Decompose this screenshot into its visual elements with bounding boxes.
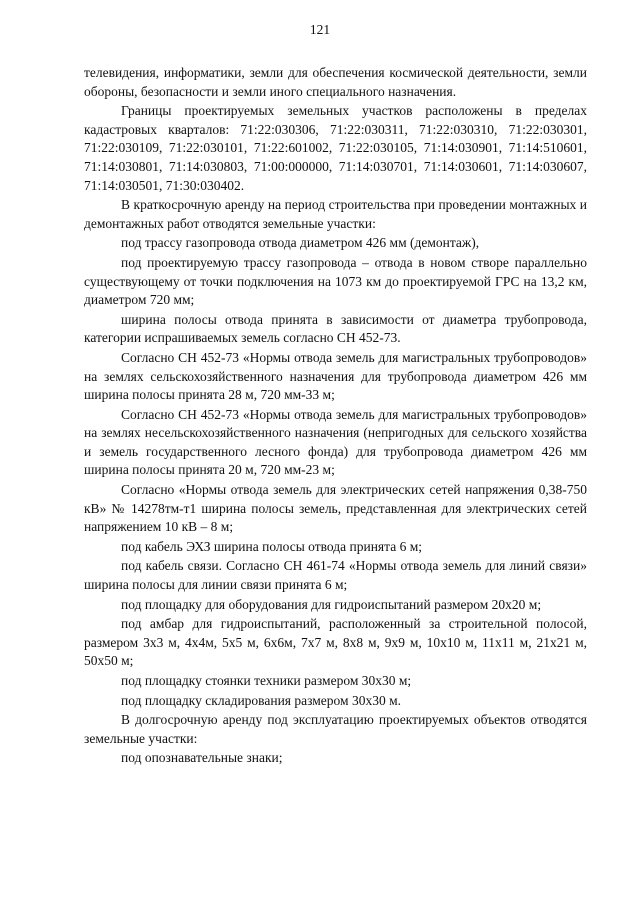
paragraph: Согласно СН 452-73 «Нормы отвода земель для магистральных трубопроводов» на землях сельскохозяйственного назначения для трубопровода диаметром 426 мм ширина полосы принята 28 м, 720 мм-33 м; bbox=[84, 349, 587, 403]
paragraph: под площадку складирования размером 30х30 м. bbox=[121, 692, 402, 708]
paragraph: под трассу газопровода отвода диаметром 426 мм (демонтаж), bbox=[121, 235, 480, 251]
paragraph: Согласно СН 452-73 «Нормы отвода земель для магистральных трубопроводов» на землях несельскохозяйственного назначения (непригодных для сельского хозяйства и земель государственного лесного фонда) для трубопровода диаметром 426 мм ширина полосы принята 20 м, 720 мм-23 м; bbox=[84, 406, 587, 478]
paragraph: Согласно «Нормы отвода земель для электрических сетей напряжения 0,38-750 кВ» № 14278тм-т1 ширина полосы земель, представленная для электрических сетей напряжением 10 кВ – 8 м; bbox=[84, 482, 587, 535]
paragraph: под амбар для гидроиспытаний, расположенный за строительной полосой, размером 3х3 м, 4х4м, 5х5 м, 6х6м, 7х7 м, 8х8 м, 9х9 м, 10х10 м, 11х11 м, 21х21 м, 50х50 м; bbox=[84, 616, 587, 669]
paragraph: под опознавательные знаки; bbox=[121, 750, 283, 766]
paragraph: под кабель ЭХЗ ширина полосы отвода принята 6 м; bbox=[121, 538, 422, 554]
paragraph: В краткосрочную аренду на период строительства при проведении монтажных и демонтажных работ отводятся земельные участки: bbox=[84, 197, 587, 231]
paragraph: под площадку для оборудования для гидроиспытаний размером 20х20 м; bbox=[121, 596, 542, 612]
page-number: 121 bbox=[309, 22, 331, 37]
paragraph: В долгосрочную аренду под эксплуатацию проектируемых объектов отводятся земельные участки: bbox=[84, 712, 587, 746]
document-body bbox=[84, 64, 587, 768]
paragraph: Границы проектируемых земельных участков расположены в пределах кадастровых кварталов: 71:22:030306, 71:22:030311, 71:22:030310, 71:22:030301, 71:22:030109, 71:22:030101, 71:22:601002, 71:22:030105, 71:14:030901, 71:14:510601, 71:14:030801, 71:14:030803, 71:00:000000, 71:14:030701, 71:14:030601, 71:14:030607, 71:14:030501, 71:30:030402. bbox=[84, 103, 587, 193]
paragraph: под проектируемую трассу газопровода – отвода в новом створе параллельно существующему от точки подключения на 1073 км до проектируемой ГРС на 13,2 км, диаметром 720 мм; bbox=[84, 254, 587, 308]
paragraph: ширина полосы отвода принята в зависимости от диаметра трубопровода, категории испрашиваемых земель согласно СН 452-73. bbox=[84, 311, 587, 346]
paragraph: под кабель связи. Согласно СН 461-74 «Нормы отвода земель для линий связи» ширина полосы для линии связи принята 6 м; bbox=[84, 558, 587, 593]
paragraph: телевидения, информатики, земли для обеспечения космической деятельности, земли обороны, безопасности и земли иного специального назначения. bbox=[84, 65, 587, 99]
paragraph: под площадку стоянки техники размером 30х30 м; bbox=[121, 673, 412, 688]
